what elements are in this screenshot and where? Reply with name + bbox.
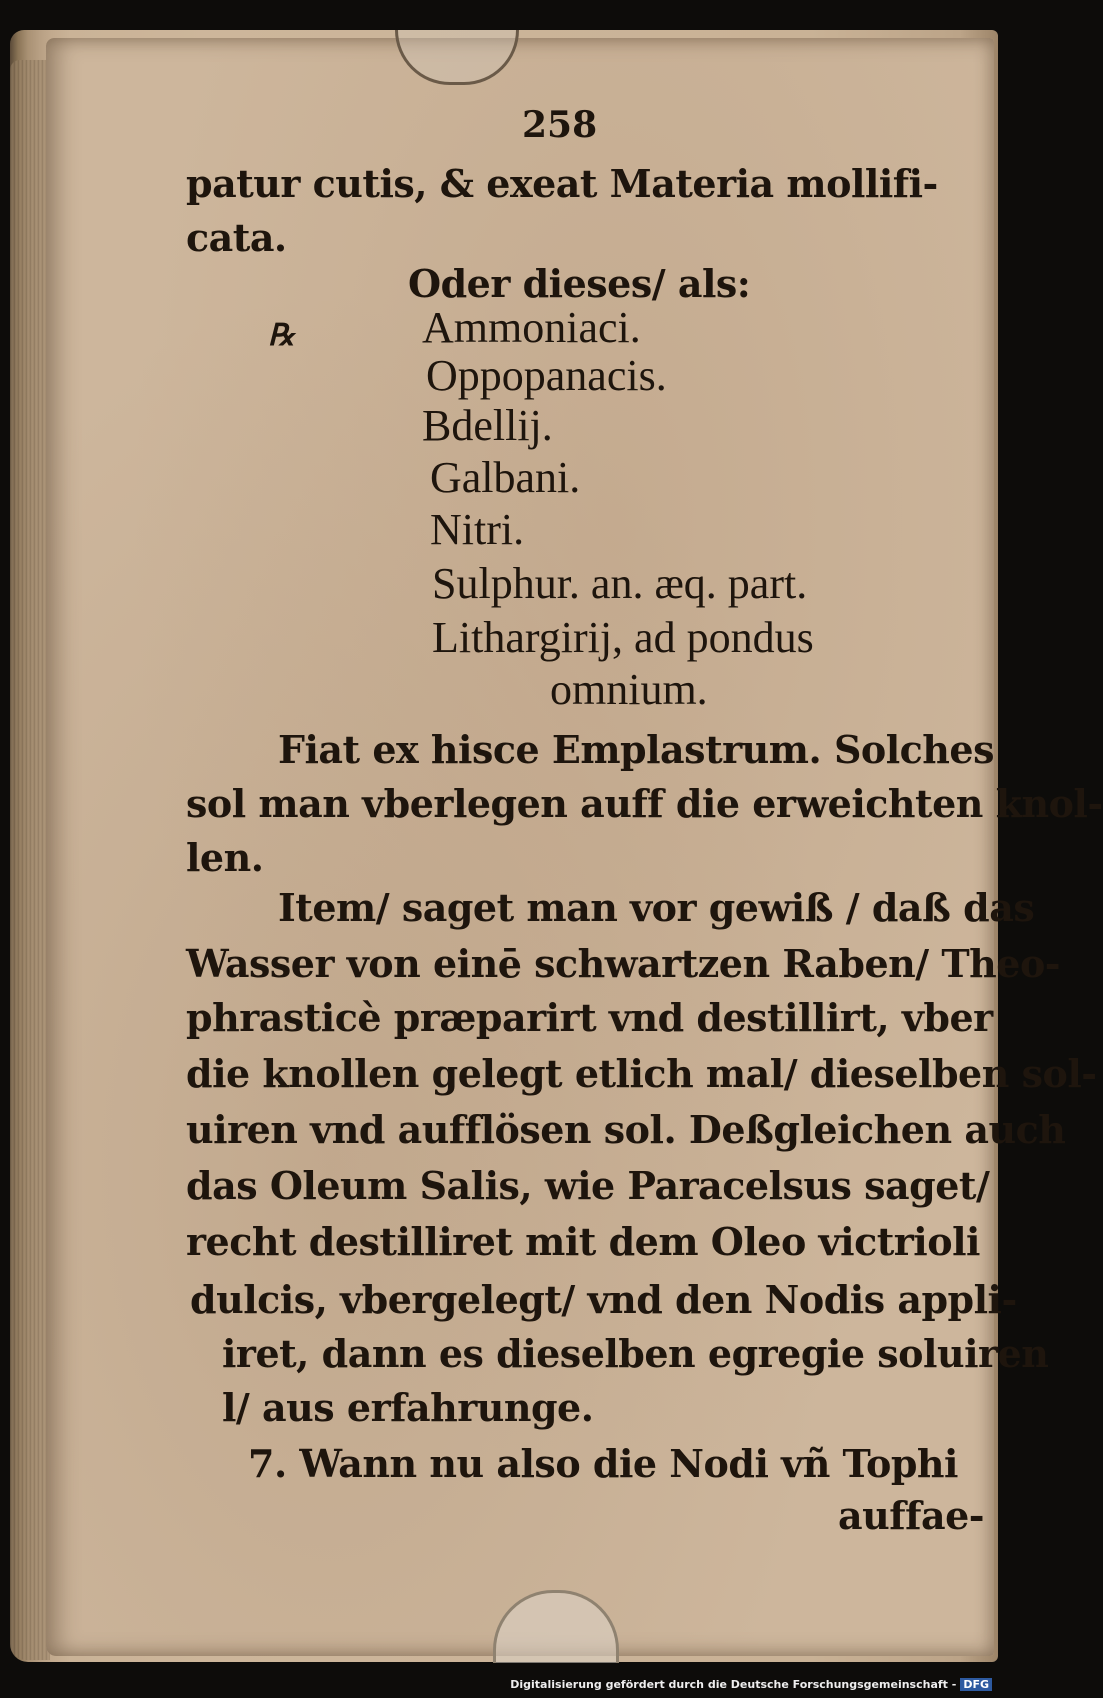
ingredient-8: omnium. [550,665,708,714]
text-line-3: Oder dieses/ als: [408,261,751,306]
recipe-symbol: ℞ [268,318,295,353]
ingredient-5: Nitri. [430,505,525,554]
digitization-footer [510,1678,992,1691]
text-line-22: dulcis, vbergelegt/ vnd den Nodis appli- [190,1277,1017,1322]
text-line-1: patur cutis, & exeat Materia mollifi- [186,161,938,206]
text-line-13: sol man vberlegen auff die erweichten knol- [186,781,1103,826]
page-edges [10,60,50,1660]
ingredient-7: Lithargirij, ad pondus [432,613,814,662]
text-line-14: len. [186,835,264,880]
page-number: 258 [522,104,598,146]
ingredient-6: Sulphur. an. æq. part. [432,559,808,608]
text-line-25: 7. Wann nu also die Nodi vñ Tophi [248,1441,958,1486]
text-line-18: die knollen gelegt etlich mal/ dieselben sol- [186,1051,1097,1096]
text-line-2: cata. [186,215,287,260]
text-line-17: phrasticè præparirt vnd destillirt, vber [186,995,993,1040]
text-line-20: das Oleum Salis, wie Paracelsus saget/ [186,1163,990,1208]
text-line-12: Fiat ex hisce Emplastrum. Solches [278,727,995,772]
ingredient-1: Ammoniaci. [422,303,641,352]
text-line-16: Wasser von einē schwartzen Raben/ Theo- [186,941,1061,986]
text-line-23: iret, dann es dieselben egregie soluiren [222,1331,1049,1376]
ingredient-3: Bdellij. [422,401,553,450]
ingredient-4: Galbani. [430,453,581,502]
ingredient-2: Oppopanacis. [426,351,667,400]
text-line-24: l/ aus erfahrunge. [222,1385,594,1430]
text-line-21: recht destilliret mit dem Oleo victrioli [186,1219,980,1264]
catchword: auffae- [838,1493,985,1538]
text-line-15: Item/ saget man vor gewiß / daß das [278,885,1035,930]
footer-text: Digitalisierung gefördert durch die Deutsche Forschungsgemeinschaft - [510,1678,957,1691]
dfg-logo: DFG [960,1678,992,1691]
text-line-19: uiren vnd aufflösen sol. Deßgleichen auch [186,1107,1066,1152]
